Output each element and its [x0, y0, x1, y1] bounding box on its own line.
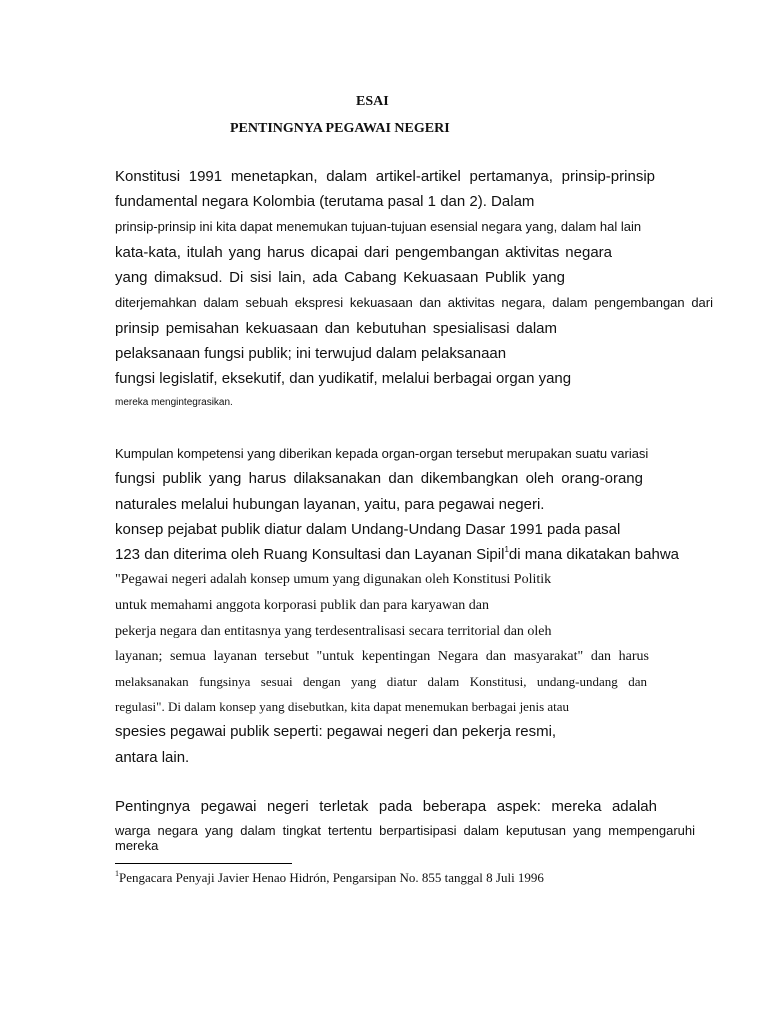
quote-line: "Pegawai negeri adalah konsep umum yang digunakan oleh Konstitusi Politik	[115, 572, 552, 587]
paragraph2-line: Kumpulan kompetensi yang diberikan kepada organ-organ tersebut merupakan suatu variasi	[115, 446, 649, 461]
paragraph2-line-text: 123 dan diterima oleh Ruang Konsultasi dan Layanan Sipil	[115, 546, 505, 563]
paragraph2-line	[115, 546, 679, 563]
quote-line: untuk memahami anggota korporasi publik dan para karyawan dan	[115, 598, 489, 613]
paragraph1-line: fundamental negara Kolombia (terutama pasal 1 dan 2). Dalam	[115, 193, 535, 210]
paragraph3-line: Pentingnya pegawai negeri terletak pada beberapa aspek: mereka adalah	[115, 798, 657, 815]
paragraph2-line: fungsi publik yang harus dilaksanakan dan dikembangkan oleh orang-orang	[115, 470, 643, 487]
quote-line: melaksanakan fungsinya sesuai dengan yang diatur dalam Konstitusi, undang-undang dan	[115, 674, 647, 689]
essay-title: PENTINGNYA PEGAWAI NEGERI	[230, 121, 450, 136]
paragraph2-line: spesies pegawai publik seperti: pegawai negeri dan pekerja resmi,	[115, 723, 557, 740]
paragraph2-line-tail: di mana dikatakan bahwa	[508, 546, 680, 563]
quote-line: layanan; semua layanan tersebut "untuk kepentingan Negara dan masyarakat" dan harus	[115, 649, 649, 664]
quote-line: pekerja negara dan entitasnya yang terdesentralisasi secara territorial dan oleh	[115, 624, 552, 639]
paragraph1-line: mereka mengintegrasikan.	[115, 397, 233, 408]
paragraph1-line: kata-kata, itulah yang harus dicapai dari pengembangan aktivitas negara	[115, 244, 612, 261]
paragraph2-line: konsep pejabat publik diatur dalam Undang-Undang Dasar 1991 pada pasal	[115, 521, 621, 538]
paragraph1-line: fungsi legislatif, eksekutif, dan yudikatif, melalui berbagai organ yang	[115, 370, 572, 387]
paragraph1-line: prinsip-prinsip ini kita dapat menemukan tujuan-tujuan esensial negara yang, dalam hal lain	[115, 219, 642, 234]
paragraph2-line: naturales melalui hubungan layanan, yaitu, para pegawai negeri.	[115, 496, 545, 513]
footnote-separator	[115, 863, 292, 864]
footnote-reference: 1	[504, 545, 509, 554]
footnote	[115, 870, 544, 886]
paragraph2-line: antara lain.	[115, 749, 190, 766]
footnote-text: Pengacara Penyaji Javier Henao Hidrón, Pengarsipan No. 855 tanggal 8 Juli 1996	[119, 870, 544, 885]
paragraph1-line: pelaksanaan fungsi publik; ini terwujud dalam pelaksanaan	[115, 345, 507, 362]
paragraph1-line: yang dimaksud. Di sisi lain, ada Cabang Kekuasaan Publik yang	[115, 269, 565, 286]
paragraph3-line: warga negara yang dalam tingkat tertentu berpartisipasi dalam keputusan yang mempengaruhi mereka	[115, 823, 695, 853]
essay-label: ESAI	[356, 94, 389, 109]
paragraph1-line: Konstitusi 1991 menetapkan, dalam artikel-artikel pertamanya, prinsip-prinsip	[115, 168, 655, 185]
paragraph1-line: prinsip pemisahan kekuasaan dan kebutuhan spesialisasi dalam	[115, 320, 557, 337]
quote-line: regulasi". Di dalam konsep yang disebutkan, kita dapat menemukan berbagai jenis atau	[115, 699, 570, 714]
footnote-mark: 1	[115, 869, 119, 878]
paragraph1-line: diterjemahkan dalam sebuah ekspresi kekuasaan dan aktivitas negara, dalam pengembangan dari	[115, 295, 713, 310]
